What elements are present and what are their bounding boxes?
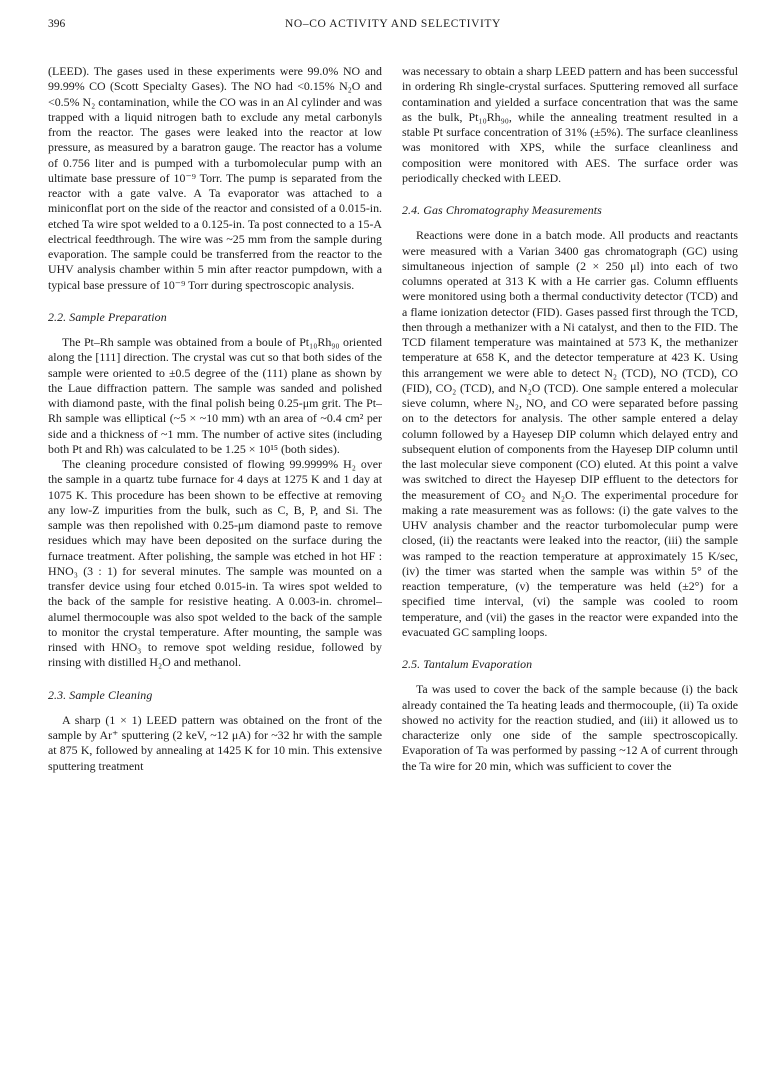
page-header [48,18,738,36]
paragraph: was necessary to obtain a sharp LEED pattern and has been successful in ordering Rh single-crystal surfaces. Sputtering removed all surface contamination and yielded a surface concentration that was the same as the bulk, Pt₁₀Rh₉₀, while the annealing treatment resulted in a stable Pt surface concentration of 31% (±5%). The surface cleanliness was monitored with XPS, while the surface cleanliness and composition were monitored with AES. The surface order was periodically checked with LEED. [402,64,738,185]
paragraph: Reactions were done in a batch mode. All products and reactants were measured with a Varian 3400 gas chromatograph (GC) using simultaneous injection of sample (2 × 250 μl) into each of two columns operated at 313 K with a He carrier gas. Column effluents were monitored using both a thermal conductivity detector (TCD) and a flame ionization detector (FID). Gases passed first through the TCD, then through a methanizer with a Ni catalyst, and then to the FID. The TCD filament temperature was maintained at 573 K, the methanizer temperature at 658 K, and the detector temperature at 423 K. Using this arrangement we were able to detect N₂ (TCD), NO (TCD), CO (FID), CO₂ (TCD), and N₂O (TCD). One sample entered a molecular sieve column, where N₂, NO, and CO were separated before passing on to the detectors for analysis. The other sample entered a delay column followed by a Hayesep DIP column which delayed entry and subsequent elution of components from the Hayesep DIP column until the last molecular sieve component (CO) eluted. At this point a valve was switched to direct the Hayesep DIP effluent to the detectors for the measurement of CO₂ and N₂O. The experimental procedure for making a rate measurement was as follows: (i) the gate valves to the UHV analysis chamber and the reactor turbomolecular pump were closed, (ii) the reactants were leaked into the reactor, (iii) the sample was ramped to the reaction temperature at approximately 15 K/sec, (iv) the timer was started when the sample was within 5° of the reaction temperature, (v) the temperature was held (±2°) for a specified time interval, (vi) the sample was cooled to room temperature, and (vii) the gases in the reactor were expanded into the evacuated GC sampling loops. [402,228,738,639]
right-column [402,64,738,774]
page-number: 396 [48,18,66,30]
paragraph: Ta was used to cover the back of the sample because (i) the back already contained the Ta heating leads and thermocouple, (ii) Ta oxide showed no activity for the reaction studied, and (iii) it allowed us to characterize only one side of the sample spectroscopically. Evaporation of Ta was performed by passing ~12 A of current through the Ta wire for 20 min, which was sufficient to cover the [402,682,738,773]
section-heading-2-5: 2.5. Tantalum Evaporation [402,657,533,671]
paragraph: The cleaning procedure consisted of flowing 99.9999% H₂ over the sample in a quartz tube furnace for 4 days at 1275 K and 1 day at 1075 K. This procedure has been shown to be effective at removing any low-Z impurities from the bulk, such as C, B, P, and Si. The sample was then repolished with 0.25-μm diamond paste to remove residues which may have been deposited on the surface during the furnace treatment. After polishing, the sample was etched in hot HF : HNO₃ (3 : 1) for several minutes. The sample was mounted on a transfer device using four etched 0.015-in. Ta wires spot welded to the back of the sample for resistive heating. A 0.003-in. chromel–alumel thermocouple was also spot welded to the back of the sample to monitor the crystal temperature. After mounting, the sample was rinsed with HNO₃ to remove spot welding residue, followed by rinsing with distilled H₂O and methanol. [48,457,382,670]
running-title: NO–CO ACTIVITY AND SELECTIVITY [285,18,501,30]
paragraph: The Pt–Rh sample was obtained from a boule of Pt₁₀Rh₉₀ oriented along the [111] direction. The crystal was cut so that both sides of the sample were oriented to ±0.5 degree of the (111) plane as shown by the Laue diffraction pattern. The sample was sanded and polished with diamond paste, with the final polish being 0.25-μm grit. The Pt–Rh sample was elliptical (~5 × ~10 mm) wth an area of ~0.4 cm² per side and a thickness of ~1 mm. The number of active sites (including both Pt and Rh) was calculated to be 1.25 × 10¹⁵ (both sides). [48,335,382,456]
section-heading-2-4: 2.4. Gas Chromatography Measurements [402,203,602,217]
section-heading-2-2: 2.2. Sample Preparation [48,309,167,324]
paragraph: (LEED). The gases used in these experiments were 99.0% NO and 99.99% CO (Scott Specialty Gases). The NO had <0.15% N₂O and <0.5% N₂ contamination, while the CO was in an Al cylinder and was trapped with a liquid nitrogen bath to exclude any metal carbonyls from the reactor. The gases were leaked into the reactor at low pressure, as measured by a baratron gauge. The reactor has a volume of 0.756 liter and is pumped with a turbomolecular pump with an ultimate base pressure of 10⁻⁹ Torr. The pump is separated from the reactor with a gate valve. A Ta evaporator was attached to a miniconflat port on the side of the reactor and consisted of a 0.015-in. etched Ta wire spot welded to a 0.125-in. Ta post connected to a 15-A electrical feedthrough. The wire was ~25 mm from the sample during evaporation. The sample could be transferred from the reactor to the UHV analysis chamber within 5 min after reactor pumpdown, with a typical base pressure of 10⁻⁹ Torr during spectroscopic analysis. [48,64,382,292]
section-heading-2-3: 2.3. Sample Cleaning [48,687,153,702]
paragraph: A sharp (1 × 1) LEED pattern was obtained on the front of the sample by Ar⁺ sputtering (2 keV, ~12 μA) for ~32 hr with the sample at 875 K, followed by annealing at 1425 K for 10 min. This extensive sputtering treatment [48,712,382,773]
left-column [48,64,382,774]
